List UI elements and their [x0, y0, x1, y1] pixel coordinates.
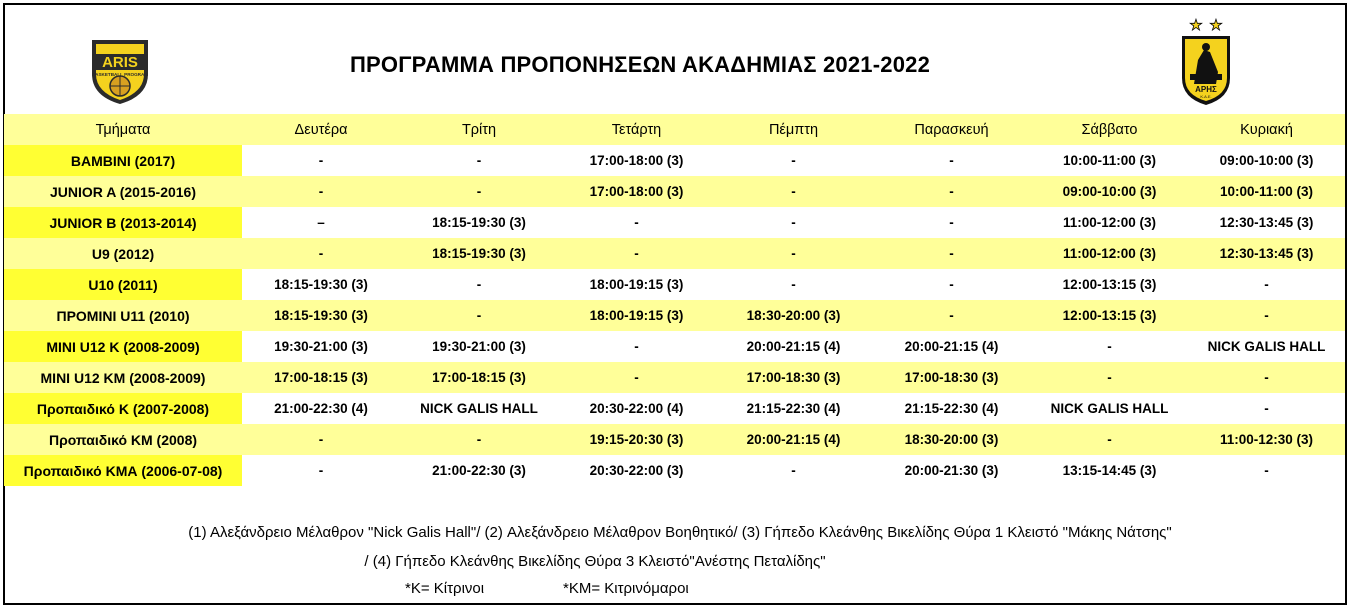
- schedule-cell: -: [715, 145, 872, 176]
- schedule-cell: -: [872, 238, 1031, 269]
- schedule-cell: 09:00-10:00 (3): [1031, 176, 1188, 207]
- schedule-cell: -: [242, 145, 400, 176]
- schedule-cell: 20:00-21:15 (4): [715, 424, 872, 455]
- table-row: [4, 455, 1345, 486]
- table-row: [4, 393, 1345, 424]
- schedule-cell: -: [242, 424, 400, 455]
- schedule-cell: -: [558, 238, 715, 269]
- header-cell: Τρίτη: [400, 114, 558, 145]
- team-name-cell: U9 (2012): [4, 238, 242, 269]
- table-row: [4, 269, 1345, 300]
- schedule-cell: -: [242, 176, 400, 207]
- schedule-cell: 20:00-21:15 (4): [872, 331, 1031, 362]
- schedule-cell: -: [242, 455, 400, 486]
- schedule-cell: -: [715, 207, 872, 238]
- schedule-cell: 12:30-13:45 (3): [1188, 238, 1345, 269]
- schedule-cell: 17:00-18:00 (3): [558, 176, 715, 207]
- schedule-cell: 12:00-13:15 (3): [1031, 300, 1188, 331]
- schedule-cell: 09:00-10:00 (3): [1188, 145, 1345, 176]
- schedule-cell: -: [715, 455, 872, 486]
- schedule-cell: 19:30-21:00 (3): [400, 331, 558, 362]
- legend-yellow-blacks: *ΚΜ= Κιτρινόμαροι: [563, 580, 689, 597]
- schedule-cell: -: [558, 331, 715, 362]
- table-row: [4, 176, 1345, 207]
- team-name-cell: JUNIOR A (2015-2016): [4, 176, 242, 207]
- team-name-cell: JUNIOR B (2013-2014): [4, 207, 242, 238]
- team-name-cell: BAMBINI (2017): [4, 145, 242, 176]
- schedule-cell: -: [1031, 362, 1188, 393]
- schedule-cell: -: [872, 145, 1031, 176]
- schedule-cell: -: [400, 424, 558, 455]
- venue-notes-line-2: / (4) Γήπεδο Κλεάνθης Βικελίδης Θύρα 3 Κλειστό"Ανέστης Πεταλίδης": [364, 553, 826, 570]
- schedule-cell: 19:30-21:00 (3): [242, 331, 400, 362]
- schedule-cell: 17:00-18:15 (3): [400, 362, 558, 393]
- team-name-cell: U10 (2011): [4, 269, 242, 300]
- header-cell: Τετάρτη: [558, 114, 715, 145]
- venue-notes-line-1: (1) Αλεξάνδρειο Μέλαθρον "Nick Galis Hall"/ (2) Αλεξάνδρειο Μέλαθρον Βοηθητικό/ (3) Γήπεδο Κλεάνθης Βικελίδης Θύρα 1 Κλειστό "Μάκης Νάτσης": [188, 524, 1172, 541]
- schedule-cell: 18:00-19:15 (3): [558, 300, 715, 331]
- schedule-cell: 17:00-18:15 (3): [242, 362, 400, 393]
- schedule-cell: NICK GALIS HALL: [1031, 393, 1188, 424]
- schedule-cell: 17:00-18:30 (3): [872, 362, 1031, 393]
- schedule-cell: -: [715, 176, 872, 207]
- schedule-cell: 10:00-11:00 (3): [1031, 145, 1188, 176]
- schedule-cell: 12:00-13:15 (3): [1031, 269, 1188, 300]
- schedule-cell: 12:30-13:45 (3): [1188, 207, 1345, 238]
- schedule-cell: -: [1188, 300, 1345, 331]
- logo-left-subtext: BASKETBALL PROGRAM: [91, 72, 149, 77]
- schedule-cell: 20:00-21:30 (3): [872, 455, 1031, 486]
- team-name-cell: Προπαιδικό ΚΜΑ (2006-07-08): [4, 455, 242, 486]
- schedule-cell: -: [400, 269, 558, 300]
- logo-right-subtext: Κ.Α.Ε.: [1200, 94, 1212, 99]
- table-row: [4, 362, 1345, 393]
- table-row: [4, 238, 1345, 269]
- team-name-cell: MINI U12 K (2008-2009): [4, 331, 242, 362]
- schedule-cell: 19:15-20:30 (3): [558, 424, 715, 455]
- schedule-cell: 18:15-19:30 (3): [242, 269, 400, 300]
- team-name-cell: MINI U12 KM (2008-2009): [4, 362, 242, 393]
- schedule-cell: -: [1031, 424, 1188, 455]
- schedule-cell: NICK GALIS HALL: [1188, 331, 1345, 362]
- header-cell: Κυριακή: [1188, 114, 1345, 145]
- logo-right-text: ΑΡΗΣ: [1195, 85, 1217, 94]
- table-row: [4, 207, 1345, 238]
- schedule-cell: -: [1031, 331, 1188, 362]
- schedule-cell: -: [558, 362, 715, 393]
- schedule-cell: -: [1188, 393, 1345, 424]
- schedule-cell: 18:00-19:15 (3): [558, 269, 715, 300]
- team-name-cell: Προπαιδικό Κ (2007-2008): [4, 393, 242, 424]
- schedule-cell: 18:15-19:30 (3): [400, 238, 558, 269]
- schedule-cell: -: [872, 269, 1031, 300]
- schedule-cell: –: [242, 207, 400, 238]
- page-title: ΠΡΟΓΡΑΜΜΑ ΠΡΟΠΟΝΗΣΕΩΝ ΑΚΑΔΗΜΙΑΣ 2021-2022: [349, 52, 931, 77]
- schedule-cell: 20:30-22:00 (4): [558, 393, 715, 424]
- schedule-cell: 20:30-22:00 (3): [558, 455, 715, 486]
- schedule-cell: 21:00-22:30 (4): [242, 393, 400, 424]
- team-name-cell: ΠΡΟΜΙΝΙ U11 (2010): [4, 300, 242, 331]
- schedule-cell: -: [400, 145, 558, 176]
- schedule-cell: 18:30-20:00 (3): [872, 424, 1031, 455]
- schedule-cell: -: [400, 300, 558, 331]
- header-cell: Παρασκευή: [872, 114, 1031, 145]
- schedule-cell: 17:00-18:30 (3): [715, 362, 872, 393]
- header-cell: Δευτέρα: [242, 114, 400, 145]
- schedule-cell: 11:00-12:30 (3): [1188, 424, 1345, 455]
- aris-crest-logo: [1178, 14, 1234, 106]
- schedule-cell: 11:00-12:00 (3): [1031, 238, 1188, 269]
- schedule-cell: 18:15-19:30 (3): [242, 300, 400, 331]
- schedule-cell: -: [1188, 362, 1345, 393]
- schedule-cell: -: [1188, 269, 1345, 300]
- logo-left-text: ARIS: [102, 54, 138, 71]
- schedule-cell: -: [715, 269, 872, 300]
- schedule-cell: 21:15-22:30 (4): [715, 393, 872, 424]
- training-schedule-table: [4, 114, 1345, 486]
- schedule-cell: 20:00-21:15 (4): [715, 331, 872, 362]
- table-row: [4, 300, 1345, 331]
- schedule-cell: 13:15-14:45 (3): [1031, 455, 1188, 486]
- schedule-cell: 21:00-22:30 (3): [400, 455, 558, 486]
- schedule-cell: -: [715, 238, 872, 269]
- schedule-cell: -: [872, 207, 1031, 238]
- schedule-cell: 17:00-18:00 (3): [558, 145, 715, 176]
- header-cell: Πέμπτη: [715, 114, 872, 145]
- header-cell: Σάββατο: [1031, 114, 1188, 145]
- star-icon: ★: [1209, 16, 1223, 34]
- schedule-cell: -: [1188, 455, 1345, 486]
- header-cell: Τμήματα: [4, 114, 242, 145]
- table-header-row: [4, 114, 1345, 145]
- schedule-cell: 18:30-20:00 (3): [715, 300, 872, 331]
- schedule-cell: NICK GALIS HALL: [400, 393, 558, 424]
- schedule-cell: -: [400, 176, 558, 207]
- schedule-cell: -: [242, 238, 400, 269]
- schedule-cell: 10:00-11:00 (3): [1188, 176, 1345, 207]
- schedule-cell: 11:00-12:00 (3): [1031, 207, 1188, 238]
- schedule-cell: 18:15-19:30 (3): [400, 207, 558, 238]
- team-name-cell: Προπαιδικό ΚΜ (2008): [4, 424, 242, 455]
- schedule-cell: 21:15-22:30 (4): [872, 393, 1031, 424]
- table-row: [4, 145, 1345, 176]
- schedule-cell: -: [558, 207, 715, 238]
- legend-yellows: *Κ= Κίτρινοι: [405, 580, 485, 597]
- schedule-cell: -: [872, 300, 1031, 331]
- schedule-cell: -: [872, 176, 1031, 207]
- table-row: [4, 424, 1345, 455]
- aris-basketball-program-logo: [82, 30, 158, 106]
- star-icon: ★: [1189, 16, 1203, 34]
- table-row: [4, 331, 1345, 362]
